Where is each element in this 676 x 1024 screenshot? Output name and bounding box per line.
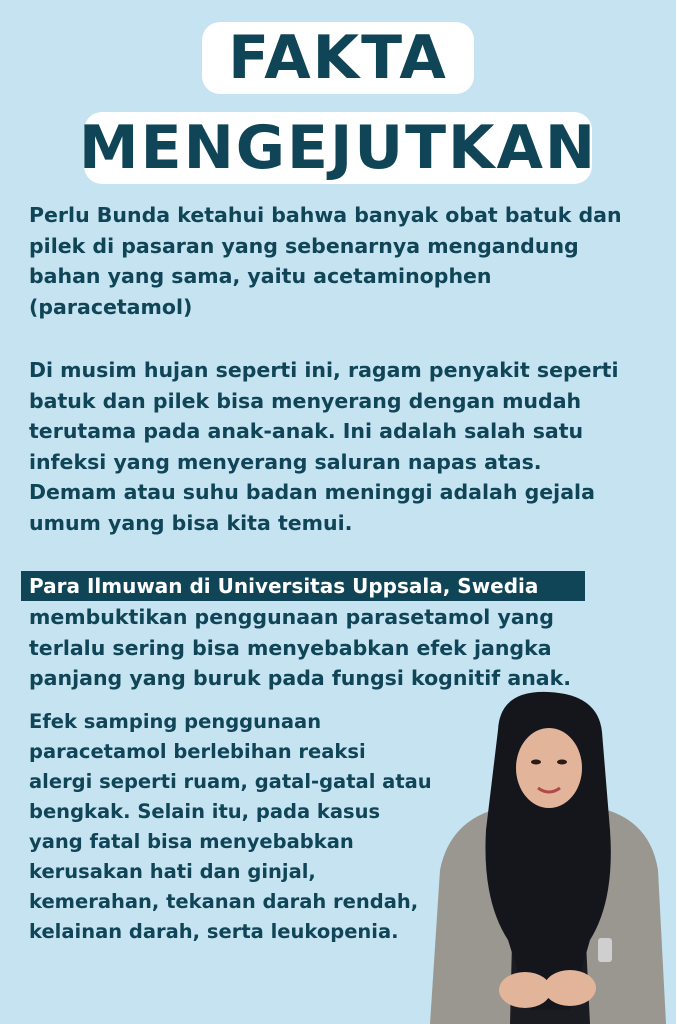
paragraph-side-effects: Efek samping penggunaan paracetamol berlebihan reaksi alergi seperti ruam, gatal-gatal atau bengkak. Selain itu, pada kasus yang fatal bisa menyebabkan kerusakan hati dan ginjal, kemerahan, tekanan darah rendah, kelainan darah, serta leukopenia.	[29, 710, 432, 943]
watch-shape	[598, 938, 612, 962]
title-line-2: MENGEJUTKAN	[78, 113, 598, 183]
right-hand-shape	[544, 970, 596, 1006]
paragraph-rainy-season: Di musim hujan seperti ini, ragam penyakit seperti batuk dan pilek bisa menyerang dengan mudah terutama pada anak-anak. Ini adalah salah satu infeksi yang menyerang saluran napas atas. Demam atau suhu badan meninggi adalah gejala umum yang bisa kita temui.	[29, 358, 619, 535]
face-shape	[516, 728, 582, 808]
paragraph-intro: Perlu Bunda ketahui bahwa banyak obat batuk dan pilek di pasaran yang sebenarnya mengandung bahan yang sama, yaitu acetaminophen (paracetamol)	[29, 203, 622, 319]
right-eye-shape	[557, 760, 567, 765]
woman-photo	[420, 690, 676, 1024]
paragraph-research: membuktikan penggunaan parasetamol yang terlalu sering bisa menyebabkan efek jangka panjang yang buruk pada fungsi kognitif anak.	[29, 605, 572, 690]
title-line-1: FAKTA	[202, 22, 474, 94]
left-hand-shape	[499, 972, 551, 1008]
highlight-banner: Para Ilmuwan di Universitas Uppsala, Swedia	[21, 571, 585, 601]
left-eye-shape	[531, 760, 541, 765]
